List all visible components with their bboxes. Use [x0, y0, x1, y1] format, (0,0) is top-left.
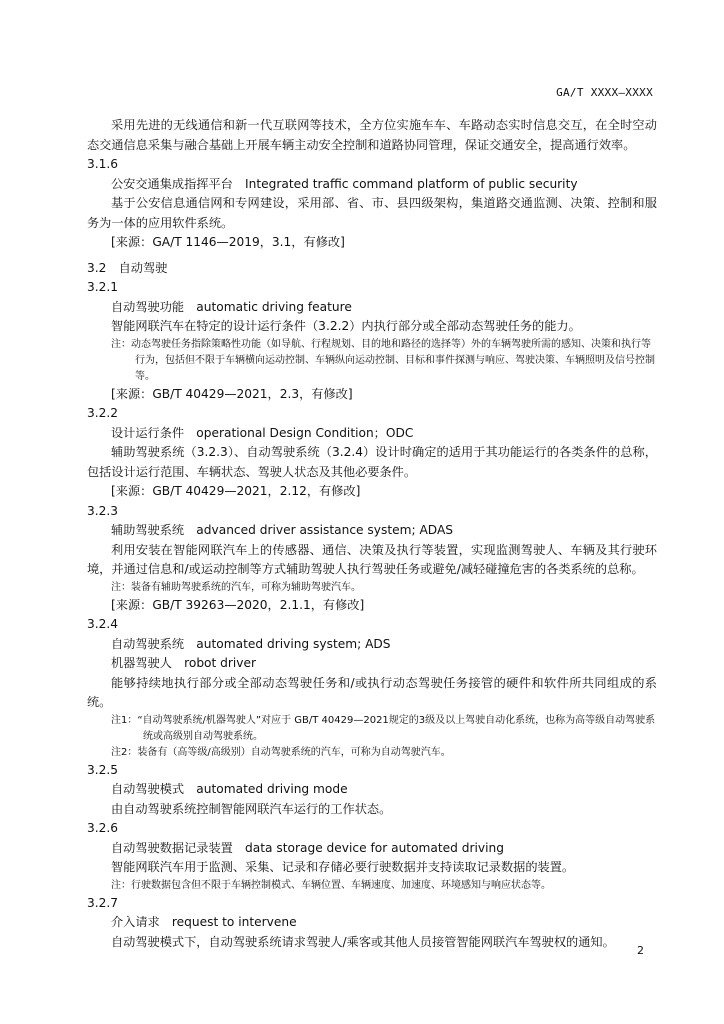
definition-paragraph: 能够持续地执行部分或全部动态驾驶任务和/或执行动态驾驶任务接管的硬件和软件所共同组成的系统。 [87, 675, 657, 709]
definition-paragraph: 辅助驾驶系统（3.2.3）、自动驾驶系统（3.2.4）设计时确定的适用于其功能运行的各类条件的总称，包括设计运行范围、车辆状态、驾驶人状态及其他必要条件。 [87, 445, 657, 479]
source-citation: [来源：GB/T 40429—2021，2.3，有修改] [111, 386, 353, 401]
source-citation: [来源：GA/T 1146—2019，3.1，有修改] [111, 235, 345, 249]
note: 注：装备有辅助驾驶系统的汽车，可称为辅助驾驶汽车。 [111, 581, 361, 593]
definition-paragraph: 自动驾驶模式下，自动驾驶系统请求驾驶人/乘客或其他人员接管智能网联汽车驾驶权的通知。 [111, 934, 615, 949]
clause-number: 3.2.4 [87, 617, 119, 631]
clause-number: 3.2.3 [87, 503, 119, 518]
term-title-alt: 机器驾驶人 robot driver [111, 656, 257, 670]
definition-paragraph: 智能网联汽车用于监测、采集、记录和存储必要行驶数据并支持读取记录数据的装置。 [111, 860, 575, 874]
clause-number: 3.1.6 [87, 157, 119, 171]
term-title: 自动驾驶模式 automated driving mode [111, 782, 348, 796]
term-title: 介入请求 request to intervene [111, 915, 297, 929]
page-header: GA/T XXXX—XXXX [556, 86, 653, 99]
section-heading: 3.2 自动驾驶 [87, 260, 168, 275]
clause-number: 3.2.6 [87, 821, 119, 835]
term-title: 公安交通集成指挥平台 Integrated traffic command platform of public security [111, 176, 578, 191]
clause-number: 3.2.7 [87, 895, 119, 910]
note: 注2：装备有（高等级/高级别）自动驾驶系统的汽车，可称为自动驾驶汽车。 [111, 746, 451, 758]
note: 注1：“自动驾驶系统/机器驾驶人”对应于 GB/T 40429—2021规定的3级及以上驾驶自动化系统，也称为高等级自动驾驶系统或高级别自动驾驶系统。 [111, 714, 656, 742]
definition-paragraph: 智能网联汽车在特定的设计运行条件（3.2.2）内执行部分或全部动态驾驶任务的能力。 [111, 319, 581, 333]
clause-number: 3.2.5 [87, 762, 119, 777]
term-title: 设计运行条件 operational Design Condition；ODC [111, 425, 414, 440]
page-content [87, 116, 657, 952]
definition-paragraph: 利用安装在智能网联汽车上的传感器、通信、决策及执行等装置，实现监测驾驶人、车辆及其行驶环境，并通过信息和/或运动控制等方式辅助驾驶人执行驾驶任务或避免/减轻碰撞危害的各类系统的总称。 [87, 542, 657, 576]
source-citation: [来源：GB/T 40429—2021，2.12，有修改] [111, 484, 361, 498]
source-citation: [来源：GB/T 39263—2020，2.1.1，有修改] [111, 597, 365, 612]
definition-paragraph: 由自动驾驶系统控制智能网联汽车运行的工作状态。 [111, 801, 392, 816]
term-title: 自动驾驶功能 automatic driving feature [111, 299, 352, 314]
term-title: 辅助驾驶系统 advanced driver assistance system; ADAS [111, 523, 454, 537]
term-title: 自动驾驶系统 automated driving system; ADS [111, 636, 391, 651]
clause-number: 3.2.2 [87, 406, 119, 420]
note: 注：动态驾驶任务指除策略性功能（如导航、行程规划、目的地和路径的选择等）外的车辆驾驶所需的感知、决策和执行等行为，包括但不限于车辆横向运动控制、车辆纵向运动控制、目标和事件探测与响应、驾驶决策、车辆照明及信号控制等。 [111, 338, 655, 382]
intro-paragraph: 采用先进的无线通信和新一代互联网等技术，全方位实施车车、车路动态实时信息交互，在全时空动态交通信息采集与融合基础上开展车辆主动安全控制和道路协同管理，保证交通安全，提高通行效率。 [87, 118, 657, 152]
clause-number: 3.2.1 [87, 280, 119, 294]
page-number: 2 [637, 944, 644, 957]
note: 注：行驶数据包含但不限于车辆控制模式、车辆位置、车辆速度、加速度、环境感知与响应状态等。 [111, 879, 551, 891]
term-title: 自动驾驶数据记录装置 data storage device for automated driving [111, 840, 504, 855]
definition-paragraph: 基于公安信息通信网和专网建设，采用部、省、市、县四级架构，集道路交通监测、决策、控制和服务为一体的应用软件系统。 [87, 196, 657, 230]
